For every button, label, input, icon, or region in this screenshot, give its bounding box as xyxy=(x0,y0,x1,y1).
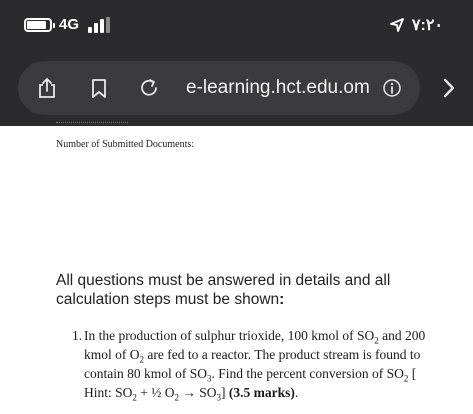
status-bar xyxy=(0,0,473,50)
instructions-text: All questions must be answered in details and all calculation steps must be shown xyxy=(56,272,391,308)
question-text: In the production of sulphur trioxide, 100 kmol of $SO_2$ and 200 kmol of $O_2$ are fed to a reactor. The product stream is found to contain 80 kmol of $SO_3$. Find the percent conversion of $SO_2$ [ Hint: $SO_2$ + ½ $O_2 \to SO_3$] (3.5 marks). xyxy=(84,328,426,403)
status-right xyxy=(390,15,443,35)
address-bar[interactable] xyxy=(18,61,420,115)
location-arrow-icon xyxy=(390,18,404,32)
bookmark-icon xyxy=(88,77,110,99)
info-icon xyxy=(381,77,403,99)
share-icon xyxy=(36,77,58,99)
network-type: 4G xyxy=(59,16,80,33)
question-number: 1. xyxy=(72,328,83,343)
reload-icon xyxy=(138,77,160,99)
forward-button[interactable] xyxy=(432,61,466,115)
page-content xyxy=(0,126,473,414)
clipped-text-remnant xyxy=(56,122,128,125)
url-text[interactable]: e-learning.hct.edu.om xyxy=(186,77,370,98)
battery-level xyxy=(27,21,46,29)
bookmark-button[interactable] xyxy=(85,61,113,115)
submitted-documents-label: Number of Submitted Documents: xyxy=(56,139,195,150)
instructions xyxy=(56,271,416,309)
question-marks: (3.5 marks) xyxy=(228,385,295,400)
battery-icon xyxy=(24,18,52,32)
chevron-right-icon xyxy=(438,77,460,99)
browser-chrome xyxy=(0,0,473,126)
signal-strength-icon xyxy=(88,17,114,33)
instructions-colon: : xyxy=(279,291,285,308)
clock: ٧:٢٠ xyxy=(411,17,443,34)
reload-button[interactable] xyxy=(134,61,164,115)
site-info-button[interactable] xyxy=(378,61,406,115)
share-button[interactable] xyxy=(32,61,62,115)
